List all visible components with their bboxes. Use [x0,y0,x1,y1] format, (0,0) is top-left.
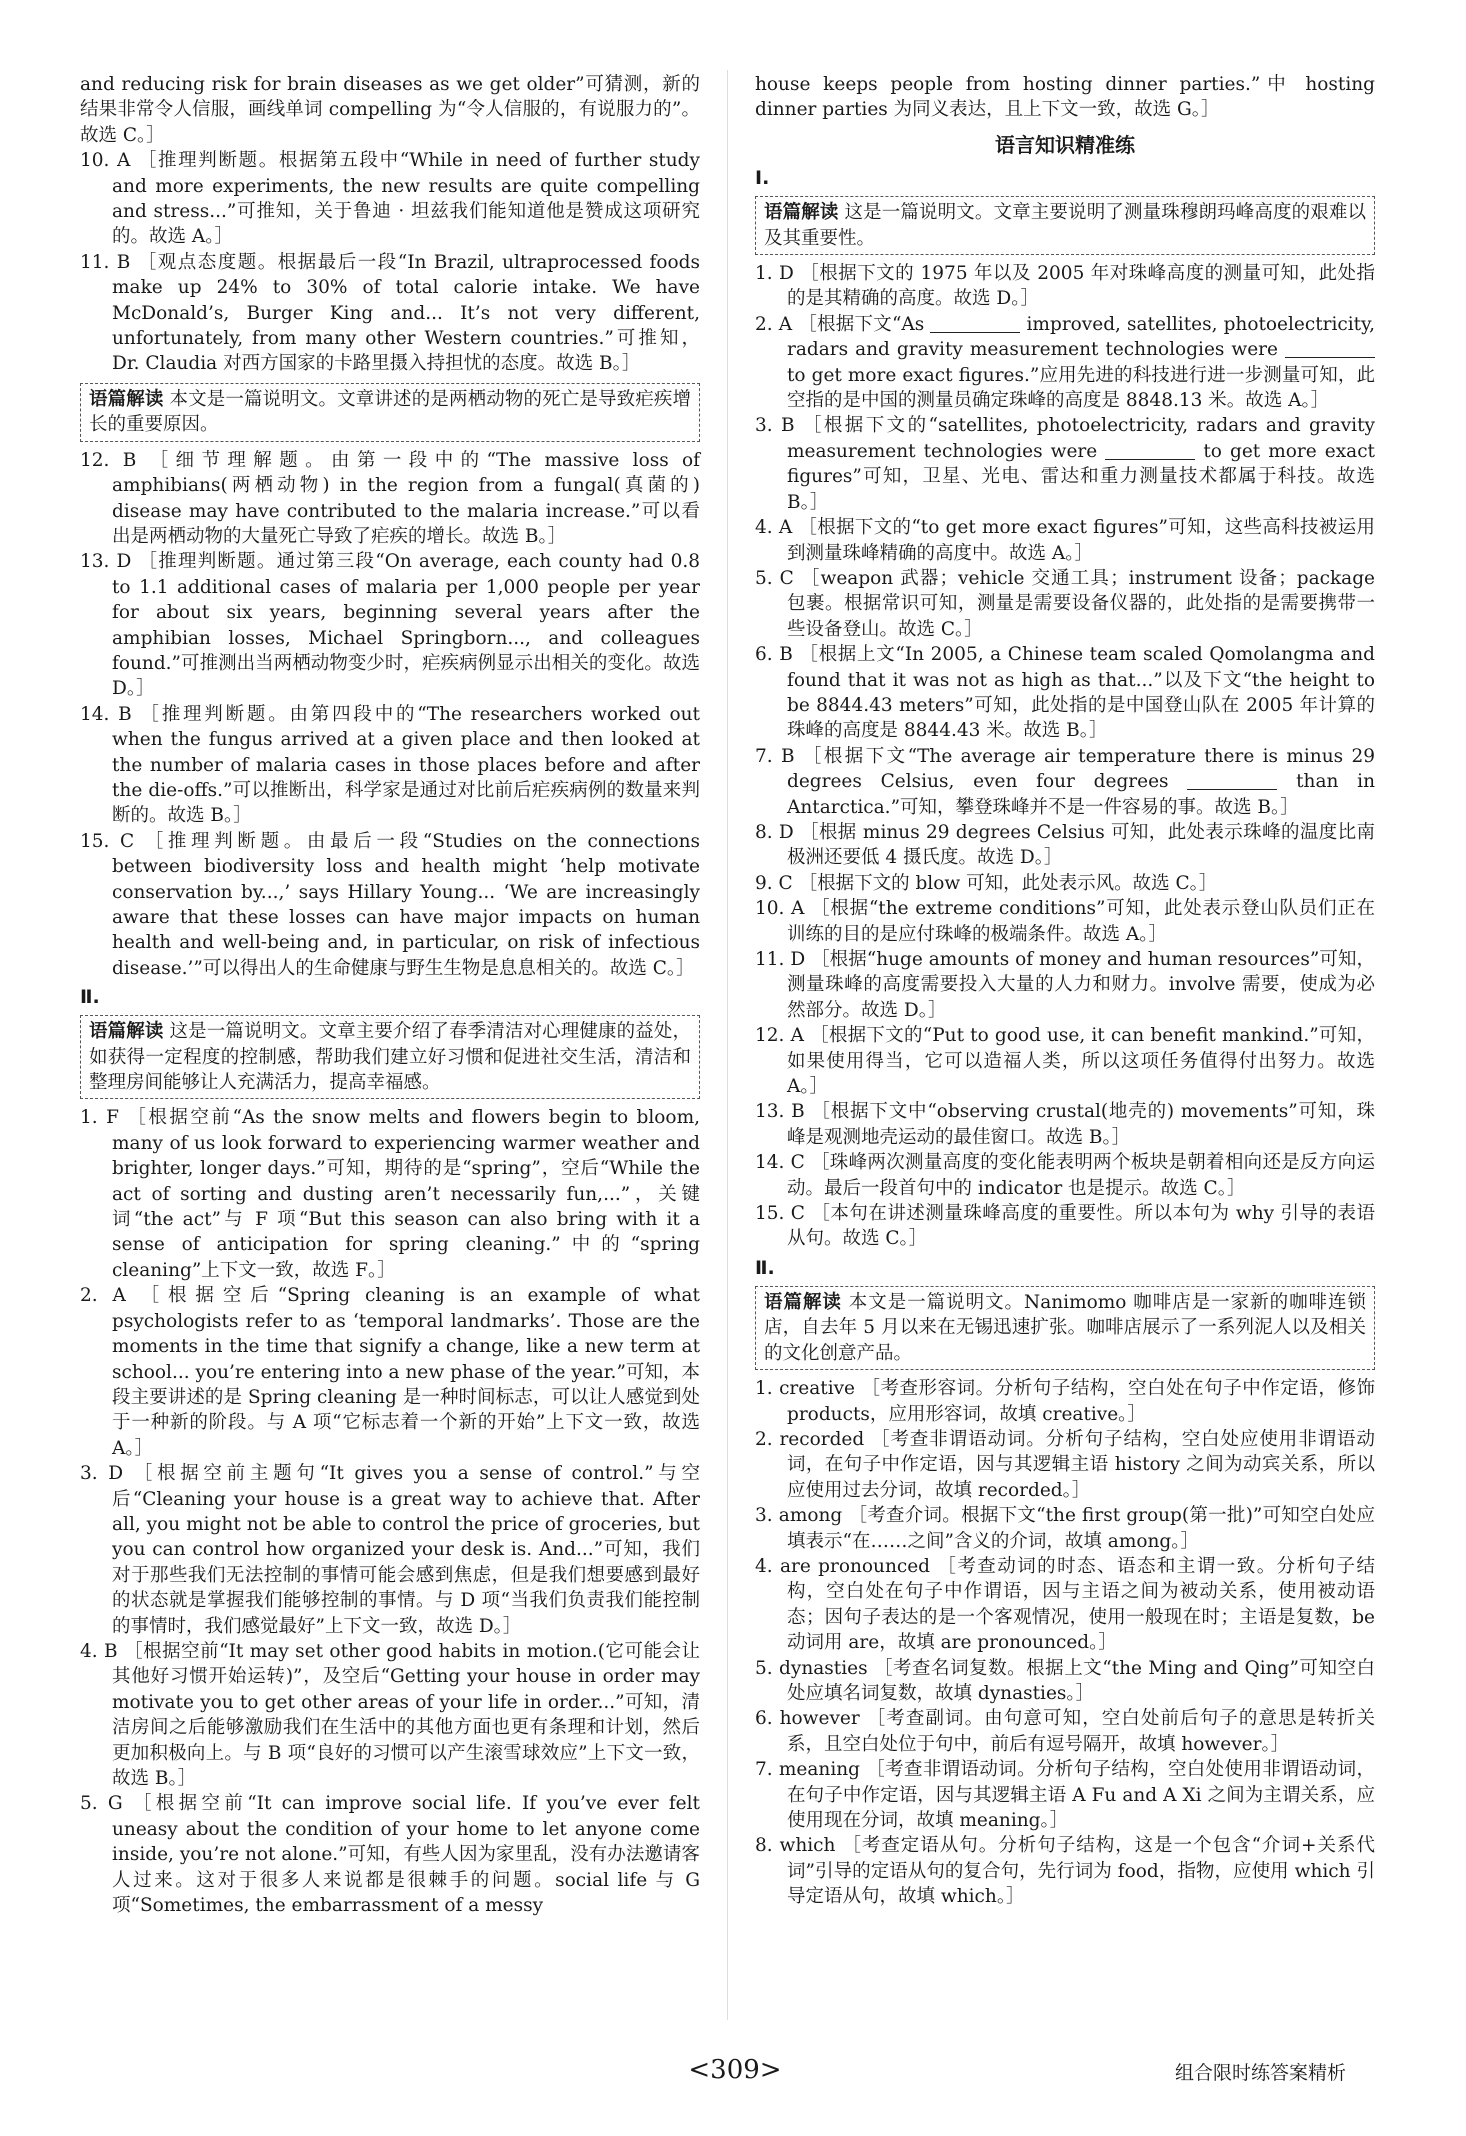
answer-explanation: ［细节理解题。由第一段中的“The massive loss of amphibians(两栖动物) in the region from a fungal(真菌的) disease may have contributed to the malaria increase.”可以看出是两栖动物的大量死亡导致了疟疾的增长。故选 B。］ [112,449,700,547]
answer-explanation: ［考查非谓语动词。分析句子结构，空白处应使用非谓语动词，在句子中作定语，因与其逻辑主语 history 之间为动宾关系，所以应使用过去分词，故填 recorded。］ [787,1428,1375,1501]
answer-number: 12. B [80,449,137,471]
answer-number: 13. B [755,1101,805,1123]
box-label: 语篇解读 [89,1021,164,1043]
answer-number: 10. A [80,150,131,172]
answer-explanation: ［weapon 武器；vehicle 交通工具；instrument 设备；package 包裹。根据常识可知，测量是需要设备仪器的，此处指的是需要携带一些设备登山。故选 C。］ [787,567,1376,640]
answer-number: 10. A [755,898,805,920]
answer-explanation: ［根据空前“It can improve social life. If you’ve ever felt uneasy about the condition of your home to let anyone come inside, you’re not alone.”可知，有些人因为家里乱，没有办法邀请客人过来。这对于很多人来说都是很棘手的问题。social life 与 G 项“Sometimes, the embarrassment of a messy [112,1793,700,1917]
answer-explanation: ［根据下文“The average air temperature there is minus 29 degrees Celsius, even four degrees [787,745,1375,793]
answer-number: 4. B [80,1640,118,1662]
box-text: 这是一篇说明文。文章主要介绍了春季清洁对心理健康的益处，如获得一定程度的控制感，帮助我们建立好习惯和促进社交生活，清洁和整理房间能够让人充满活力，提高幸福感。 [89,1021,691,1094]
answer-number: 13. D [80,551,132,573]
answer-explanation: ［根据下文的“to get more exact figures”可知，这些高科技被运用到测量珠峰精确的高度中。故选 A。］ [787,517,1375,564]
right-column [755,72,1375,1910]
answer-number: 5. G [80,1793,123,1815]
answer-number: 9. C [755,872,793,894]
answer-explanation: ［推理判断题。由第四段中的“The researchers worked out when the fungus arrived at a given place and then looked at the number of malaria cases in those places before and after the die-offs.”可以推断出，科学家是通过对比前后疟疾病例的数量来判断的。故选 B。］ [112,703,700,827]
answer-item [755,820,1375,871]
answer-explanation: ［推理判断题。通过第三段“On average, each county had 0.8 to 1.1 additional cases of malaria per 1,000 people per year for about six years, beginning several years after the amphibian losses, Michael Springborn..., and colleagues found.”可推测出当两栖动物变少时，疟疾病例显示出相关的变化。故选 D。］ [112,551,701,700]
answer-explanation: ［根据下文的 1975 年以及 2005 年对珠峰高度的测量可知，此处指的是其精确的高度。故选 D。］ [787,263,1375,310]
answer-explanation: ［根据上文“In 2005, a Chinese team scaled Qomolangma and found that it was not as high as that...”以及下文“the height to be 8844.43 meters”可知，此处指的是中国登山队在 2005 年计算的珠峰的高度是 8844.43 米。故选 B。］ [787,644,1375,742]
answer-item [755,515,1375,566]
reading-note-box-3 [755,196,1375,255]
answer-explanation: ［根据 minus 29 degrees Celsius 可知，此处表示珠峰的温度比南极洲还要低 4 摄氏度。故选 D。］ [787,821,1375,869]
answer-explanation: ［推理判断题。根据第五段中“While in need of further study and more experiments, the new results are quite compelling and stress...”可推知，关于鲁迪 · 坦兹我们能知道他是赞成这项研究的。故选 A。］ [112,150,700,248]
answer-item [80,702,700,829]
box-text: 这是一篇说明文。文章主要说明了测量珠穆朗玛峰高度的艰难以及其重要性。 [764,202,1366,249]
answer-item [755,1656,1375,1707]
footer-text: 组合限时练答案精析 [1175,2062,1347,2084]
answer-item [755,871,1375,896]
answer-item [755,1023,1375,1099]
answer-number: 3. among [755,1505,843,1527]
reading-note-box-4 [755,1286,1375,1370]
answer-explanation: ［考查介词。根据下文“the first group(第一批)”可知空白处应填表示“在……之间”含义的介词，故填 among。］ [787,1505,1375,1552]
answer-number: 1. F [80,1107,119,1129]
answer-item [80,148,700,250]
answer-item [80,250,700,377]
answer-number: 2. A [755,313,793,335]
answer-number: 11. D [755,949,806,970]
column-divider [727,70,728,2020]
answer-number: 8. D [755,821,794,843]
answer-item [755,744,1375,820]
answer-explanation: improved, satellites, photoelectricity, radars and gravity measurement technologies were [787,313,1375,361]
answer-item [755,312,1375,414]
box-label: 语篇解读 [764,1291,842,1313]
answer-item [755,896,1375,947]
box-text: 本文是一篇说明文。文章讲述的是两栖动物的死亡是导致疟疾增长的重要原因。 [89,388,691,436]
section-heading-2: Ⅱ. [80,986,100,1009]
blank-line [1105,441,1195,460]
blank-line [1285,339,1375,358]
answer-item [755,1150,1375,1201]
answer-item [755,1706,1375,1757]
answer-number: 3. D [80,1463,124,1485]
answer-explanation: to get more exact figures”可知，卫星、光电、雷达和重力测量技术都属于科技。故选 B。］ [787,440,1375,513]
answer-number: 5. C [755,567,794,589]
answer-number: 11. B [80,251,131,273]
answer-number: 12. A [755,1025,804,1047]
answer-item [755,1757,1375,1833]
section-heading-1: Ⅰ. [755,167,770,190]
answer-explanation: ［考查形容词。分析句子结构，空白处在句子中作定语，修饰 products，应用形容词，故填 creative。］ [787,1378,1375,1425]
answer-item [80,1639,700,1791]
answer-explanation: ［根据空前“It may set other good habits in motion.(它可能会让其他好习惯开始运转)”，及空后“Getting your house in order may motivate you to get other areas of your life in order...”可知，清洁房间之后能够激励我们在生活中的其他方面也更有条理和计划，然后更加积极向上。与 B 项“良好的习惯可以产生滚雪球效应”上下文一致，故选 B。］ [112,1640,700,1789]
answer-explanation: ［考查定语从句。分析句子结构，这是一个包含“介词+关系代词”引导的定语从句的复合句，先行词为 food，指物，应使用 which 引导定语从句，故填 which。］ [787,1835,1375,1908]
answer-number: 2. A [80,1285,126,1307]
answer-item [80,549,700,701]
answer-number: 7. meaning [755,1759,860,1781]
answer-item [80,1283,700,1461]
section-title: 语言知识精准练 [995,132,1135,157]
answer-number: 4. A [755,517,793,539]
answer-item [755,261,1375,312]
answer-number: 2. recorded [755,1428,865,1450]
answer-explanation: than in Antarctica.”可知，攀登珠峰并不是一件容易的事。故选 B。］ [787,771,1376,818]
answer-number: 4. are pronounced [755,1555,931,1577]
answer-item [755,1427,1375,1503]
answer-explanation: ［考查副词。由句意可知，空白处前后句子的意思是转折关系，且空白处位于句中，前后有逗号隔开，故填 however。］ [787,1708,1375,1755]
answer-item [80,1791,700,1918]
answer-item [755,1833,1375,1909]
answer-explanation: ［本句在讲述测量珠峰高度的重要性。所以本句为 why 引导的表语从句。故选 C。］ [787,1203,1375,1250]
answer-explanation: ［根据空后“Spring cleaning is an example of what psychologists refer to as ‘temporal landmarks’. Those are the moments in the time that signify a change, like a new term at school... you’re entering into a new phase of the year.”可知，本段主要讲述的是 Spring cleaning 是一种时间标志，可以让人感觉到处于一种新的阶段。与 A 项“它标志着一个新的开始”上下文一致，故选 A。］ [112,1285,700,1459]
answer-item [755,1201,1375,1252]
reading-note-box-1 [80,383,700,442]
box-label: 语篇解读 [764,202,839,224]
right-intro: house keeps people from hosting dinner parties.”中 hosting dinner parties 为同义表达，且上下文一致，故选 G。］ [755,74,1375,121]
answer-item [755,1503,1375,1554]
answer-explanation: to get more exact figures.”应用先进的科技进行进一步测量可知，此空指的是中国的测量员确定珠峰的高度是 8848.13 米。故选 A。］ [787,364,1375,412]
answer-explanation: ［根据下文“As [798,313,925,335]
answer-explanation: ［根据下文的 blow 可知，此处表示风。故选 C。］ [798,872,1218,894]
box-label: 语篇解读 [89,388,164,410]
answer-number: 6. however [755,1708,860,1730]
section-heading-2b: Ⅱ. [755,1256,775,1279]
answer-number: 3. B [755,415,795,437]
answer-number: 14. B [80,703,132,725]
answer-number: 14. C [755,1152,805,1174]
box-text: 本文是一篇说明文。Nanimomo 咖啡店是一家新的咖啡连锁店，自去年 5 月以来在无锡迅速扩张。咖啡店展示了一系列泥人以及相关的文化创意产品。 [764,1291,1366,1364]
answer-item [755,947,1375,1023]
answer-explanation: ［根据下文的“satellites, photoelectricity, radars and gravity measurement technologies were [787,415,1375,462]
answer-number: 1. D [755,263,794,285]
answer-explanation: ［根据下文的“Put to good use, it can benefit mankind.”可知，如果使用得当，它可以造福人类，所以这项任务值得付出努力。故选 A。］ [787,1025,1375,1098]
answer-explanation: ［考查名词复数。根据上文“the Ming and Qing”可知空白处应填名词复数，故填 dynasties。］ [787,1657,1375,1704]
answer-number: 15. C [755,1203,805,1225]
answer-number: 7. B [755,745,795,767]
answer-item [80,1461,700,1639]
answer-number: 6. B [755,644,793,666]
answer-item [755,566,1375,642]
left-column [80,72,700,1918]
answer-explanation: ［根据下文中“observing crustal(地壳的) movements”可知，珠峰是观测地壳运动的最佳窗口。故选 B。］ [787,1101,1375,1148]
answer-item [755,1554,1375,1656]
answer-item [80,448,700,550]
blank-line [1187,771,1277,790]
answer-explanation: ［珠峰两次测量高度的变化能表明两个板块是朝着相向还是反方向运动。最后一段首句中的 indicator 也是提示。故选 C。］ [787,1152,1375,1199]
left-intro: and reducing risk for brain diseases as we get older”可猜测，新的结果非常令人信服，画线单词 compelling 为“令人信服的，有说服力的”。故选 C。］ [80,74,700,146]
page-number: <309> [688,2055,782,2085]
answer-explanation: ［根据空前“As the snow melts and flowers begin to bloom, many of us look forward to experiencing warmer weather and brighter, longer days.”可知，期待的是“spring”，空后“While the act of sorting and dusting aren’t necessarily fun,...”，关键词“the act”与 F 项“But this season can also bring with it a sense of anticipation for spring cleaning.”中的“spring cleaning”上下文一致，故选 F。］ [112,1107,700,1281]
blank-line [930,314,1020,333]
answer-number: 5. dynasties [755,1657,868,1679]
answer-item [755,642,1375,744]
answer-number: 15. C [80,830,135,852]
answer-explanation: ［考查非谓语动词。分析句子结构，空白处使用非谓语动词，在句子中作定语，因与其逻辑主语 A Fu and A Xi 之间为主谓关系，应使用现在分词，故填 meaning。］ [787,1759,1375,1831]
answer-item [755,413,1375,515]
answer-explanation: ［根据“the extreme conditions”可知，此处表示登山队员们正在训练的目的是应付珠峰的极端条件。故选 A。］ [787,898,1375,945]
answer-item [80,1105,700,1283]
answer-explanation: ［考查动词的时态、语态和主谓一致。分析句子结构，空白处在句子中作谓语，因与主语之间为被动关系，使用被动语态；因句子表达的是一个客观情况，使用一般现在时；主语是复数，be 动词用 are，故填 are pronounced。］ [787,1555,1375,1654]
answer-item [755,1099,1375,1150]
answer-item [80,829,700,981]
answer-explanation: ［根据“huge amounts of money and human resources”可知，测量珠峰的高度需要投入大量的人力和财力。involve 需要，使成为必然部分。故选 D。］ [787,949,1376,1021]
answer-item [755,1376,1375,1427]
answer-explanation: ［观点态度题。根据最后一段“In Brazil, ultraprocessed foods make up 24% to 30% of total calorie intake. We have McDonald’s, Burger King and... It’s not very different, unfortunately, from many other Western countries.”可推知，Dr. Claudia 对西方国家的卡路里摄入持担忧的态度。故选 B。］ [112,251,701,375]
answer-number: 8. which [755,1835,836,1857]
answer-explanation: ［推理判断题。由最后一段“Studies on the connections between biodiversity loss and health might ‘help motivate conservation by...,’ says Hillary Young... ‘We are increasingly aware that these losses can have major impacts on human health and well-being and, in particular, on risk of infectious disease.’”可以得出人的生命健康与野生生物是息息相关的。故选 C。］ [112,830,700,979]
reading-note-box-2 [80,1015,700,1099]
answer-number: 1. creative [755,1378,856,1400]
answer-explanation: ［根据空前主题句“It gives you a sense of control.”与空后“Cleaning your house is a great way to achieve that. After all, you might not be able to control the price of groceries, but you can control how organized your desk is. And...”可知，我们对于那些我们无法控制的事情可能会感到焦虑，但是我们想要感到最好的状态就是掌握我们能够控制的事情。与 D 项“当我们负责我们能控制的事情时，我们感觉最好”上下文一致，故选 D。］ [112,1463,700,1637]
